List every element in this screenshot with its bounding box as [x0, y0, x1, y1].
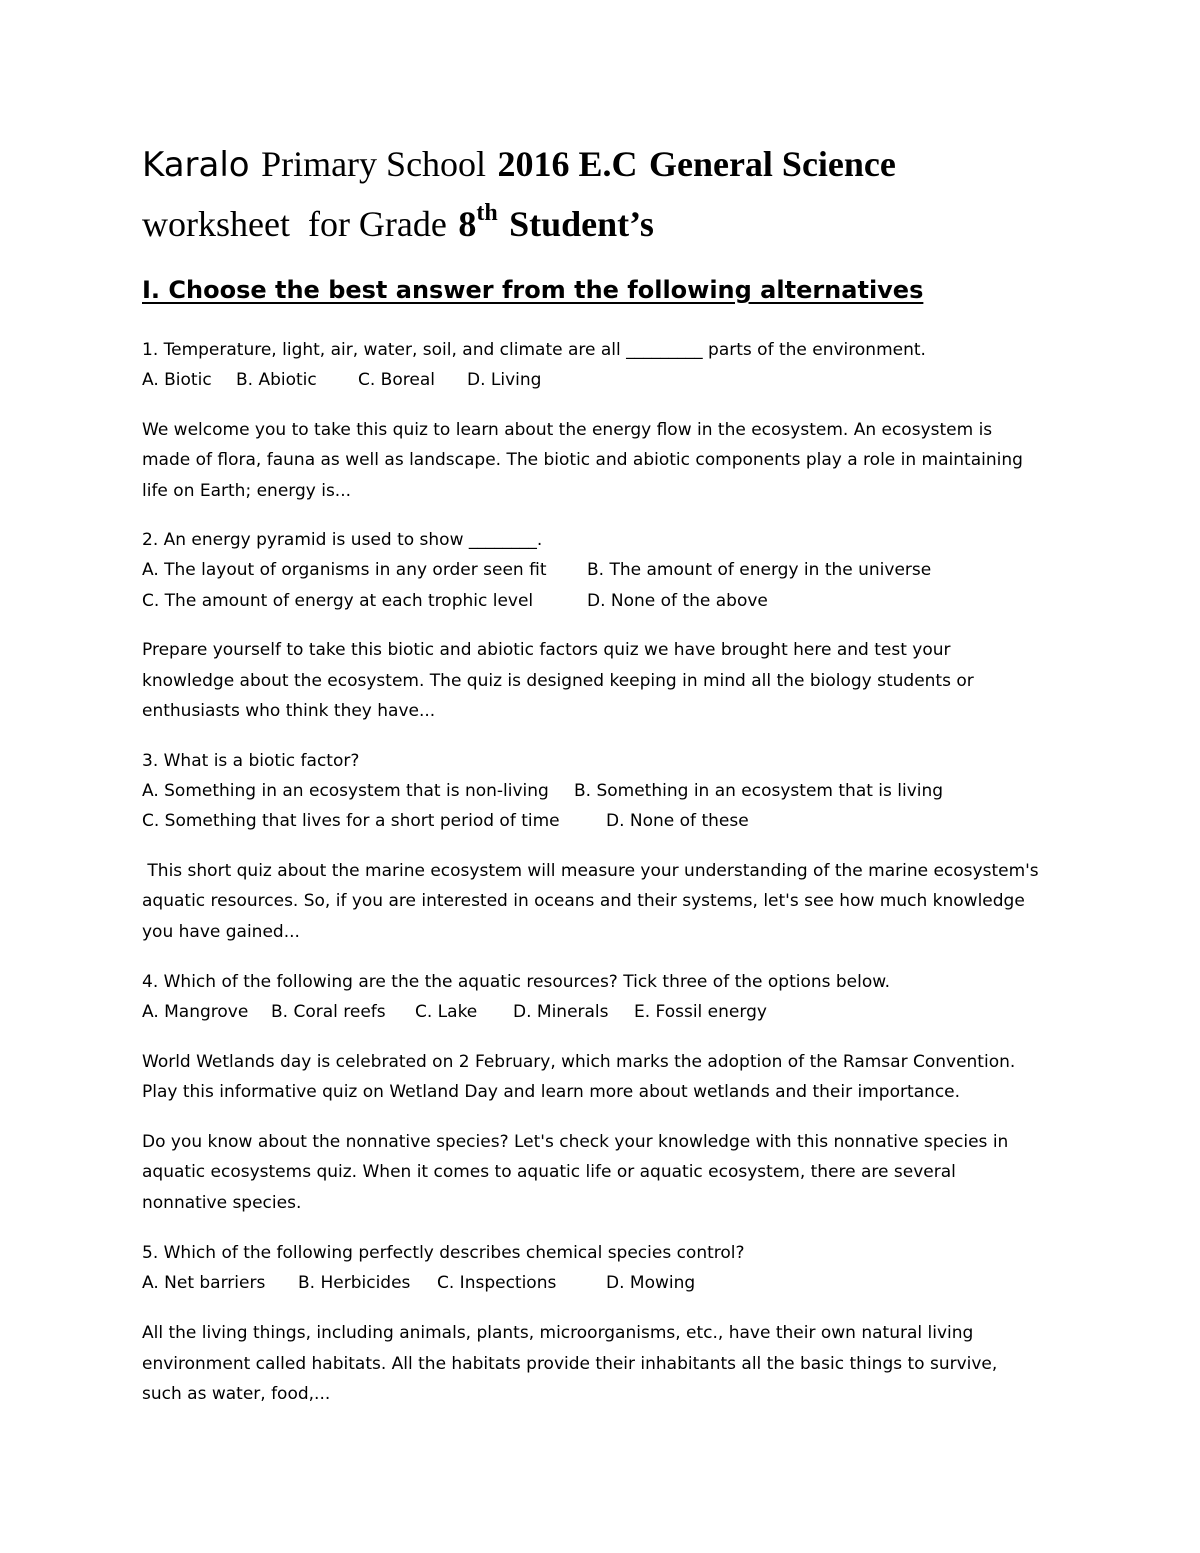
q2-option-a: A. The layout of organisms in any order seen fit — [142, 560, 547, 580]
q5-option-c: C. Inspections — [437, 1273, 557, 1293]
q4-option-a: A. Mangrove — [142, 1002, 249, 1022]
q3-option-d: D. None of these — [606, 811, 749, 831]
academic-year: 2016 E.C — [497, 144, 638, 184]
q1-option-d: D. Living — [467, 370, 542, 390]
paragraph-1-line-3: life on Earth; energy is... — [142, 481, 352, 501]
paragraph-1-line-2: made of flora, fauna as well as landscape. The biotic and abiotic components play a role in maintaining — [142, 450, 1023, 470]
question-2: 2. An energy pyramid is used to show ________. — [142, 530, 543, 550]
q1-option-b: B. Abiotic — [236, 370, 317, 390]
q5-option-b: B. Herbicides — [298, 1273, 411, 1293]
paragraph-2-line-1: Prepare yourself to take this biotic and abiotic factors quiz we have brought here and test your — [142, 640, 951, 660]
paragraph-6-line-1: All the living things, including animals, plants, microorganisms, etc., have their own natural living — [142, 1323, 974, 1343]
question-4: 4. Which of the following are the the aquatic resources? Tick three of the options below. — [142, 972, 891, 992]
q5-option-a: A. Net barriers — [142, 1273, 266, 1293]
q3-option-c: C. Something that lives for a short period of time — [142, 811, 560, 831]
question-5: 5. Which of the following perfectly describes chemical species control? — [142, 1243, 745, 1263]
q3-option-a: A. Something in an ecosystem that is non-living — [142, 781, 549, 801]
subject-name: General Science — [648, 144, 896, 184]
question-3: 3. What is a biotic factor? — [142, 751, 360, 771]
paragraph-4-line-1: World Wetlands day is celebrated on 2 February, which marks the adoption of the Ramsar Convention. — [142, 1052, 1016, 1072]
q4-option-d: D. Minerals — [513, 1002, 609, 1022]
paragraph-5-line-2: aquatic ecosystems quiz. When it comes to aquatic life or aquatic ecosystem, there are several — [142, 1162, 956, 1182]
audience: Student’s — [509, 204, 654, 244]
q1-option-c: C. Boreal — [358, 370, 435, 390]
q5-option-d: D. Mowing — [606, 1273, 696, 1293]
section-title: I. Choose the best answer from the following alternatives — [142, 276, 924, 304]
school-suffix: Primary School — [261, 144, 487, 184]
paragraph-2-line-3: enthusiasts who think they have... — [142, 701, 436, 721]
paragraph-5-line-1: Do you know about the nonnative species? Let's check your knowledge with this nonnative species in — [142, 1132, 1009, 1152]
q4-option-b: B. Coral reefs — [271, 1002, 386, 1022]
paragraph-5-line-3: nonnative species. — [142, 1193, 302, 1213]
q2-option-d: D. None of the above — [587, 591, 768, 611]
school-name: Karalo — [142, 145, 250, 185]
paragraph-3-line-3: you have gained... — [142, 922, 300, 942]
paragraph-3-line-1: This short quiz about the marine ecosystem will measure your understanding of the marine ecosystem's — [142, 861, 1039, 881]
q3-option-b: B. Something in an ecosystem that is living — [574, 781, 944, 801]
q2-option-c: C. The amount of energy at each trophic level — [142, 591, 534, 611]
paragraph-4-line-2: Play this informative quiz on Wetland Day and learn more about wetlands and their importance. — [142, 1082, 961, 1102]
question-1: 1. Temperature, light, air, water, soil, and climate are all _________ parts of the environment. — [142, 340, 926, 360]
title-line-2 — [142, 200, 654, 244]
grade-number: 8 — [458, 204, 477, 244]
paragraph-2-line-2: knowledge about the ecosystem. The quiz is designed keeping in mind all the biology students or — [142, 671, 974, 691]
q1-option-a: A. Biotic — [142, 370, 212, 390]
grade-suffix: th — [476, 200, 498, 226]
q4-option-c: C. Lake — [415, 1002, 478, 1022]
q2-option-b: B. The amount of energy in the universe — [587, 560, 932, 580]
paragraph-1-line-1: We welcome you to take this quiz to learn about the energy flow in the ecosystem. An ecosystem is — [142, 420, 993, 440]
paragraph-3-line-2: aquatic resources. So, if you are interested in oceans and their systems, let's see how much knowledge — [142, 891, 1025, 911]
paragraph-6-line-2: environment called habitats. All the habitats provide their inhabitants all the basic things to survive, — [142, 1354, 998, 1374]
title-line-1 — [142, 146, 896, 183]
q4-option-e: E. Fossil energy — [634, 1002, 767, 1022]
worksheet-for: worksheet for Grade — [142, 204, 447, 244]
paragraph-6-line-3: such as water, food,... — [142, 1384, 331, 1404]
